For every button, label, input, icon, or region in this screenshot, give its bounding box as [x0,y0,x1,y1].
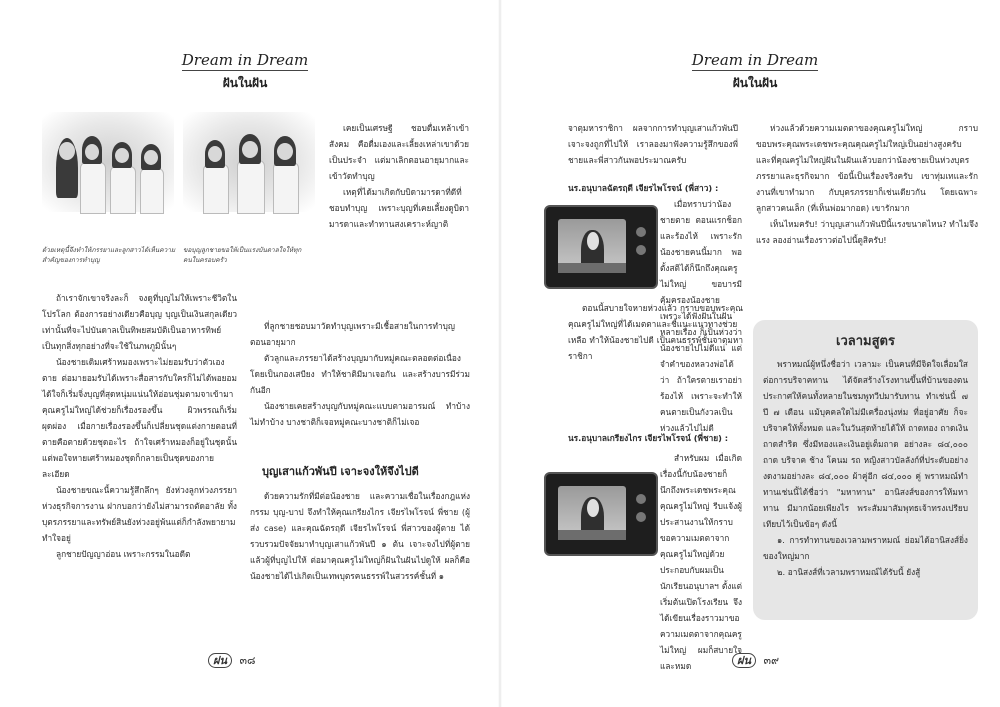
sidebar-box-title: เวลามสูตร [836,334,895,349]
page-number: ๓๙ [763,654,780,667]
photo-caption-1: ด้วยเหตุนี้จึงทำให้ภรรยาและลูกสาวได้เห็นความสำคัญของการทำบุญ [42,246,176,264]
left-page-col-right-after-subhead [250,488,470,632]
right-page-header [655,50,855,93]
left-page-footer [208,651,255,669]
photo-family-1 [42,112,174,212]
right-page-col-left-top [568,120,738,184]
left-page-col-left [42,290,237,630]
right-page [500,0,1000,707]
paragraph: น้องชายขณะนี้ความรู้สึกลึกๆ ยังห่วงลูกห่วงภรรยา ห่วงธุรกิจการงาน ฝากบอกว่ายังไม่สามารถตัดอาลัย ทั้งบุตรภรรยาและทรัพย์สินยังห่วงอยู่พ้นแต่ก็กำลังพยายามทำใจอยู่ [42,485,237,543]
paragraph: สำหรับผม เมื่อเกิดเรื่องนี้กับน้องชายก็นึกถึงพระเดชพระคุณคุณครูไม่ใหญ่ รีบแจ้งผู้ประสานงานให้กราบขอความเมตตาจากคุณครูไม่ใหญ่ด้วย ประกอบกับผมเป็นนักเรียนอนุบาลฯ ตั้งแต่เริ่มต้นเปิดโรงเรียน จึงได้เขียนเรื่องราวมาขอความเมตตาจากคุณครูไม่ใหญ่ ผมก็สบายใจและหมด [660,453,742,671]
header-title-th: ฝันในฝัน [222,76,268,90]
book-logo: ฝน [732,653,756,668]
paragraph: ห่วงแล้วด้วยความเมตตาของคุณครูไม่ใหญ่ กราบขอบพระคุณพระเดชพระคุณคุณครูไม่ใหญ่เป็นอย่างสูงครับ และที่คุณครูไม่ใหญ่ฝันในฝันแล้วบอกว่าน้องชายเป็นห่วงบุตรภรรยาและธุรกิจมาก ข้อนี้เป็นเรื่องจริงครับ เขาทุ่มเทและรักงานที่เขาทำมาก กับบุตรภรรยาก็เช่นเดียวกัน โดยเฉพาะลูกสาวคนเล็ก (ที่เห็นพ่อมากอด) เขารักมาก [756,123,978,213]
photo-family-2 [183,112,315,212]
right-page-col-left-middle [568,300,743,428]
paragraph: จาตุมหาราชิกา ผลจากการทำบุญเสาแก้วพันปี เจาะจงถูกที่ไปให้ เราลองมาฟังความรู้สึกของพี่ชายและพี่สาวกันพอประมาณครับ [568,123,738,165]
paragraph: ที่ลูกชายชอบมาวัดทำบุญเพราะมีเชื้อสายในการทำบุญตอนอายุมาก [250,321,455,347]
header-title-en: Dream in Dream [691,51,819,69]
tv-photo-brother [544,472,658,556]
paragraph: พราหมณ์ผู้หนึ่งชื่อว่า เวลามะ เป็นคนที่มีจิตใจเลื่อมใสต่อการบริจาคทาน ได้จัดสร้างโรงทานขึ้นที่บ้านของตน ประกาศให้คนทั้งหลายในชมพูทวีปมารับทาน ทำเช่นนี้ ๗ ปี ๗ เดือน แม้บุคคลใดไม่มีเครื่องนุ่งห่ม ที่อยู่อาศัย ก็จะบริจาคให้ทั้งหมด และในวันสุดท้ายได้ให้ ถาดทอง ถาดเงินถาดสำริด ซึ่งมีทองและเงินอยู่เต็มถาด อย่างละ ๘๔,๐๐๐ ถาด บริจาค ช้าง โคนม รถ หญิงสาวบัลลังก์ที่ประดับอย่างงดงามอย่างละ ๘๔,๐๐๐ ผ้าคู่อีก ๘๔,๐๐๐ คู่ พราหมณ์ทำทานเช่นนี้ได้ชื่อว่า "มหาทาน" อานิสงส์ของการให้มหาทาน มีมากน้อยเพียงไร พระสัมมาสัมพุทธเจ้าทรงเปรียบเทียบไว้เป็นข้อๆ ดังนี้ [763,359,968,529]
paragraph: เหตุที่ได้มาเกิดกับบิดามารดาที่ดีที่ชอบทำบุญ เพราะบุญที่เคยเลี้ยงดูบิดามารดาและทำทานสงเคราะห์ญาติ [329,187,469,229]
right-page-col-left-middle-wrap [660,196,742,433]
left-page-header [145,50,345,93]
page-number: ๓๘ [239,654,256,667]
paragraph: เคยเป็นเศรษฐี ชอบดื่มเหล้าเข้าสังคม คือดื่มเองและเลี้ยงเหล่าเขาด้วย เป็นประจำ แต่มาเลิกตอนอายุมากและเข้าวัดทำบุญ [329,123,469,181]
left-page-col-right-bottom [250,318,470,438]
paragraph: ด้วยความรักที่มีต่อน้องชาย และความเชื่อในเรื่องกฎแห่งกรรม บุญ-บาป จึงทำให้คุณเกรียงไกร เจียรไพโรจน์ พี่ชาย (ผู้ส่ง case) และคุณฉัตรฤดี เจียรไพโรจน์ พี่สาวของผู้ตาย ได้รวบรวมปัจจัยมาทำบุญเสาแก้วพันปี ๑ ต้น เจาะจงไปที่ผู้ตาย แล้วผู้ที่บุญไปให้ ต่อมาคุณครูไม่ใหญ่ก็ฝันในฝันไปดูให้ ผลก็คือ น้องชายได้ไปเกิดเป็นเทพบุตรคนธรรพ์ในสวรรค์ชั้นที่ ๑ [250,491,470,581]
sidebar-box-body [763,356,968,614]
paragraph: ลูกชายปัญญาอ่อน เพราะกรรมในอดีต [56,549,191,559]
paragraph: ๒. อานิสงส์ที่เวลามพราหมณ์ได้รับนี้ ยังสู้ [777,567,921,577]
paragraph: ถ้าเราจักเขาจริงละก็ จงดูที่บุญไม่ให้เพราะชีวิตในโปรโลก ต้องการอย่างเดียวคือบุญ บุญเป็นเงินสกุลเดียวเท่านั้นที่จะไปบันดาลเป็นทิพยสมบัติเป็นอาหารทิพย์ เป็นทุกสิ่งทุกอย่างที่จะใช้ในภพภูมินั้นๆ [42,293,237,351]
paragraph: เมื่อทราบว่าน้องชายตาย ตอนแรกช็อก และร้องไห้ เพราะรักน้องชายคนนี้มาก พอตั้งสติได้ก็นึกถึงคุณครูไม่ใหญ่ ขอบารมีคุ้มครองน้องชาย เพราะได้ฟังฝันในฝันหลายเรื่อง ก็เป็นห่วงว่าน้องชายไปไม่ดีแน่ แต่จำคำของหลวงพ่อได้ว่า ถ้าใครตายเราอย่าร้องไห้ เพราะจะทำให้คนตายเป็นกังวลเป็นห่วงแล้วไปไม่ดี [660,199,742,433]
speaker-label-1: นร.อนุบาลฉัตรฤดี เจียรไพโรจน์ (พี่สาว) : [568,183,719,193]
photo-caption-2: ขอบุญลูกชายขอให้เป็นแรงบันดาลใจให้ทุกคนในครอบครัว [183,246,302,264]
tv-photo-sister [544,205,658,289]
sidebar-box [753,320,978,620]
header-title-en: Dream in Dream [181,51,309,69]
paragraph: น้องชายเดิมเศร้าหมองเพราะไม่ยอมรับว่าตัวเองตาย ต่อมายอมรับได้เพราะสื่อสารกับใครก็ไม่ได้พอยอมได้ใจก็เริ่มจิ่งบุญที่สุดหนุ่มแน่นให้อ่อนชุ่มตามจาเข้ามาคุณครูไม่ใหญ่ได้ช่วยก็เรื่องรองขึ้น ผิวพรรณก็เริ่มผุดผ่อง เมื่อกายเรื่องรองขึ้นก็เปลี่ยนชุดแต่งกายตอนที่ตายคือตายด้วยชุดอะไร ถ้าใจเศร้าหมองก็อยู่ในชุดนั้นแต่พอใจหายเศร้าหมองชุดก็กลายเป็นชุดของกายละเอียด [42,357,237,479]
paragraph: ตอนนี้สบายใจหายห่วงแล้ว กราบขอบพระคุณคุณครูไม่ใหญ่ที่ได้เมตตาและชี้แนะแนวทางช่วยเหลือ ทำให้น้องชายไปดี เป็นคนธรรพ์ชั้นจาตุมหาราชิกา [568,303,743,361]
header-title-th: ฝันในฝัน [732,76,778,90]
right-page-col-left-bottom [660,450,742,671]
section-subheading: บุญเสาแก้วพันปี เจาะจงให้จึงไปดี [262,465,419,478]
speaker-label-2: นร.อนุบาลเกรียงไกร เจียรไพโรจน์ (พี่ชาย) : [568,433,729,443]
paragraph: ๑. การทำทานของเวลามพราหมณ์ ย่อมได้อานิสงส์ยิ่งของใหญ่มาก [763,535,968,561]
right-page-col-right-top [756,120,978,310]
paragraph: ตัวลูกและภรรยาได้สร้างบุญมากับหมู่คณะตลอดต่อเนื่องโดยเป็นกองเสบียง ทำให้ชาติมีมาเจอกัน และสร้างบารมีร่วมกันอีก [250,353,470,395]
paragraph: น้องชายเคยสร้างบุญกับหมู่คณะแบบตามอารมณ์ ทำบ้างไม่ทำบ้าง บางชาติก็เจอหมู่คณะบางชาติก็ไม่เจอ [250,401,470,427]
paragraph: เห็นไหมครับ! ว่าบุญเสาแก้วพันปีนี้แรงขนาดไหน? ทำไมจึงแรง ลองอ่านเรื่องราวต่อไปนี้ดูสิครับ! [756,219,978,245]
book-logo: ฝน [208,653,232,668]
left-page-col-right-top [329,120,469,315]
right-page-footer [732,651,779,669]
